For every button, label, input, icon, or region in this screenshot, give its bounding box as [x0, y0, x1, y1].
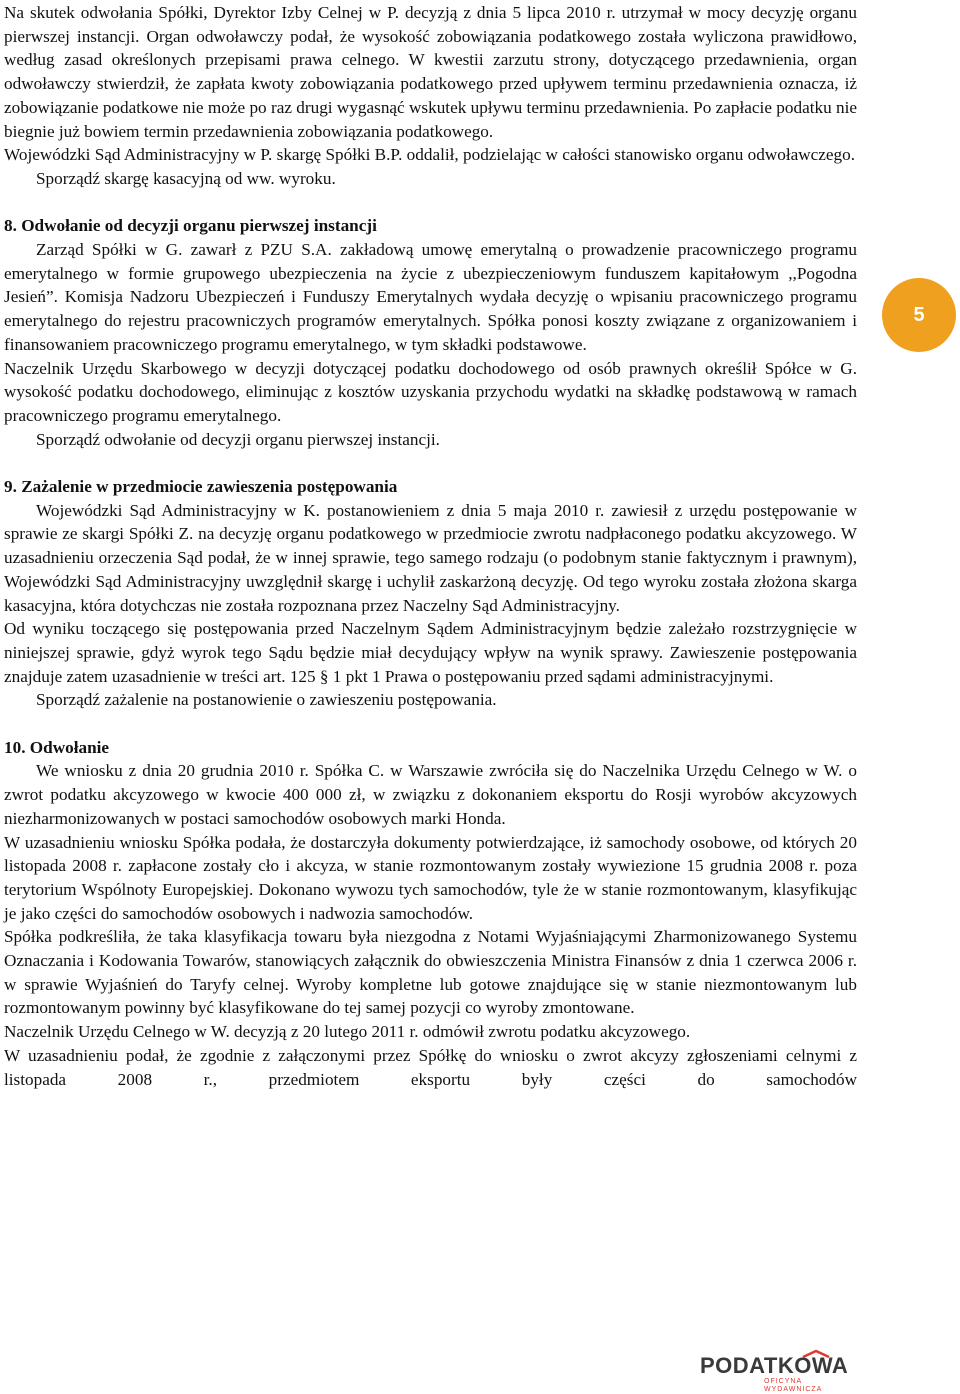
paragraph: Na skutek odwołania Spółki, Dyrektor Izby Celnej w P. decyzją z dnia 5 lipca 2010 r. utrzymał w mocy decyzję organu pierwszej instancji. Organ odwoławczy podał, że wysokość zobowiązania podatkowego została wyliczona prawidłowo, według zasad określonych przepisami prawa celnego. W kwestii zarzutu strony, dotyczącego przedawnienia, organ odwoławczy stwierdził, że zapłata kwoty zobowiązania podatkowego przed upływem terminu przedawnienia oznacza, iż zobowiązanie podatkowe nie może po raz drugi wygasnąć wskutek upływu terminu przedawnienia. Po zapłacie podatku nie biegnie już bowiem termin przedawnienia zobowiązania podatkowego. [4, 3, 857, 141]
publisher-logo [700, 1353, 856, 1393]
logo-subtitle: OFICYNA WYDAWNICZA [764, 1378, 823, 1393]
paragraph: Sporządź zażalenie na postanowienie o zawieszeniu postępowania. [36, 690, 497, 710]
spacer [4, 451, 857, 475]
spacer [4, 191, 857, 215]
paragraph: Spółka podkreśliła, że taka klasyfikacja towaru była niezgodna z Notami Wyjaśniającymi Zharmonizowanego Systemu Oznaczania i Kodowania Towarów, stanowiących załącznik do obwieszczenia Ministra Finansów z dnia 1 czerwca 2006 r. w sprawie Wyjaśnień do Taryfy celnej. Wyroby kompletne lub gotowe znajdujące się w stanie niezmontowanym lub rozmontowanym powinny być klasyfikowane do tej samej pozycji co wyroby zmontowane. [4, 927, 857, 1018]
paragraph: W uzasadnieniu wniosku Spółka podała, że dostarczyła dokumenty potwierdzające, iż samochody osobowe, od których 20 listopada 2008 r. zapłacone zostały cło i akcyza, w stanie rozmontowanym zostały wywiezione 15 grudnia 2008 r. poza terytorium Wspólnoty Europejskiej. Dokonano wywozu tych samochodów, tyle że w stanie rozmontowanym, klasyfikując je jako części do samochodów osobowych i nadwozia samochodów. [4, 832, 857, 923]
spacer [4, 712, 857, 736]
paragraph: Wojewódzki Sąd Administracyjny w K. postanowieniem z dnia 5 maja 2010 r. zawiesił z urzędu postępowanie w sprawie ze skargi Spółki Z. na decyzję organu podatkowego w przedmiocie zwrotu nadpłaconego podatku akcyzowego. W uzasadnieniu orzeczenia Sąd podał, że w innej sprawie, tego samego rodzaju (o podobnym stanie faktycznym i prawnym), Wojewódzki Sąd Administracyjny uwzględnił skargę i uchylił zaskarżoną decyzję. Od tego wyroku została złożona skarga kasacyjna, która dotychczas nie została rozpoznana przez Naczelny Sąd Administracyjny. [4, 500, 857, 615]
paragraph: Naczelnik Urzędu Skarbowego w decyzji dotyczącej podatku dochodowego od osób prawnych określił Spółce w G. wysokość podatku dochodowego, eliminując z kosztów uzyskania przychodu wydatki na składkę podstawową w ramach pracowniczego programu emerytalnego. [4, 358, 857, 425]
section-heading-8: 8. Odwołanie od decyzji organu pierwszej instancji [4, 216, 377, 236]
paragraph: Sporządź skargę kasacyjną od ww. wyroku. [36, 168, 336, 188]
logo-name: PODATKOWA [700, 1353, 849, 1378]
document-page [4, 1, 857, 1091]
section-heading-10: 10. Odwołanie [4, 737, 110, 757]
section-heading-9: 9. Zażalenie w przedmiocie zawieszenia postępowania [4, 477, 398, 497]
paragraph: Od wyniku toczącego się postępowania przed Naczelnym Sądem Administracyjnym będzie zależało rozstrzygnięcie w niniejszej sprawie, gdyż wyrok tego Sądu będzie miał decydujący wpływ na wynik sprawy. Zawieszenie postępowania znajduje zatem uzasadnienie w treści art. 125 § 1 pkt 1 Prawa o postępowaniu przed sądami administracyjnymi. [4, 619, 857, 686]
paragraph: Zarząd Spółki w G. zawarł z PZU S.A. zakładową umowę emerytalną o prowadzenie pracowniczego programu emerytalnego w formie grupowego ubezpieczenia na życie z ubezpieczeniowym funduszem kapitałowym ,,Pogodna Jesień”. Komisja Nadzoru Ubezpieczeń i Funduszy Emerytalnych wydała decyzję o wpisaniu pracowniczego programu emerytalnego do rejestru pracowniczych programów emerytalnych. Spółka ponosi koszty związane z organizowaniem i finansowaniem pracowniczego programu emerytalnego, w tym składki podstawowe. [4, 240, 857, 354]
paragraph: Naczelnik Urzędu Celnego w W. decyzją z 20 lutego 2011 r. odmówił zwrotu podatku akcyzowego. [4, 1022, 691, 1042]
paragraph: Wojewódzki Sąd Administracyjny w P. skargę Spółki B.P. oddalił, podzielając w całości stanowisko organu odwoławczego. [4, 145, 856, 165]
paragraph: Sporządź odwołanie od decyzji organu pierwszej instancji. [36, 429, 440, 449]
paragraph: We wniosku z dnia 20 grudnia 2010 r. Spółka C. w Warszawie zwróciła się do Naczelnika Urzędu Celnego w W. o zwrot podatku akcyzowego w kwocie 400 000 zł, w związku z dokonaniem eksportu do Rosji wyrobów akcyzowych niezharmonizowanych w postaci samochodów osobowych marki Honda. [4, 761, 857, 828]
page-number-badge: 5 [882, 278, 956, 352]
paragraph: W uzasadnieniu podał, że zgodnie z załączonymi przez Spółkę do wniosku o zwrot akcyzy zgłoszeniami celnymi z listopada 2008 r., przedmiotem eksportu były części do samochodów [4, 1045, 857, 1089]
